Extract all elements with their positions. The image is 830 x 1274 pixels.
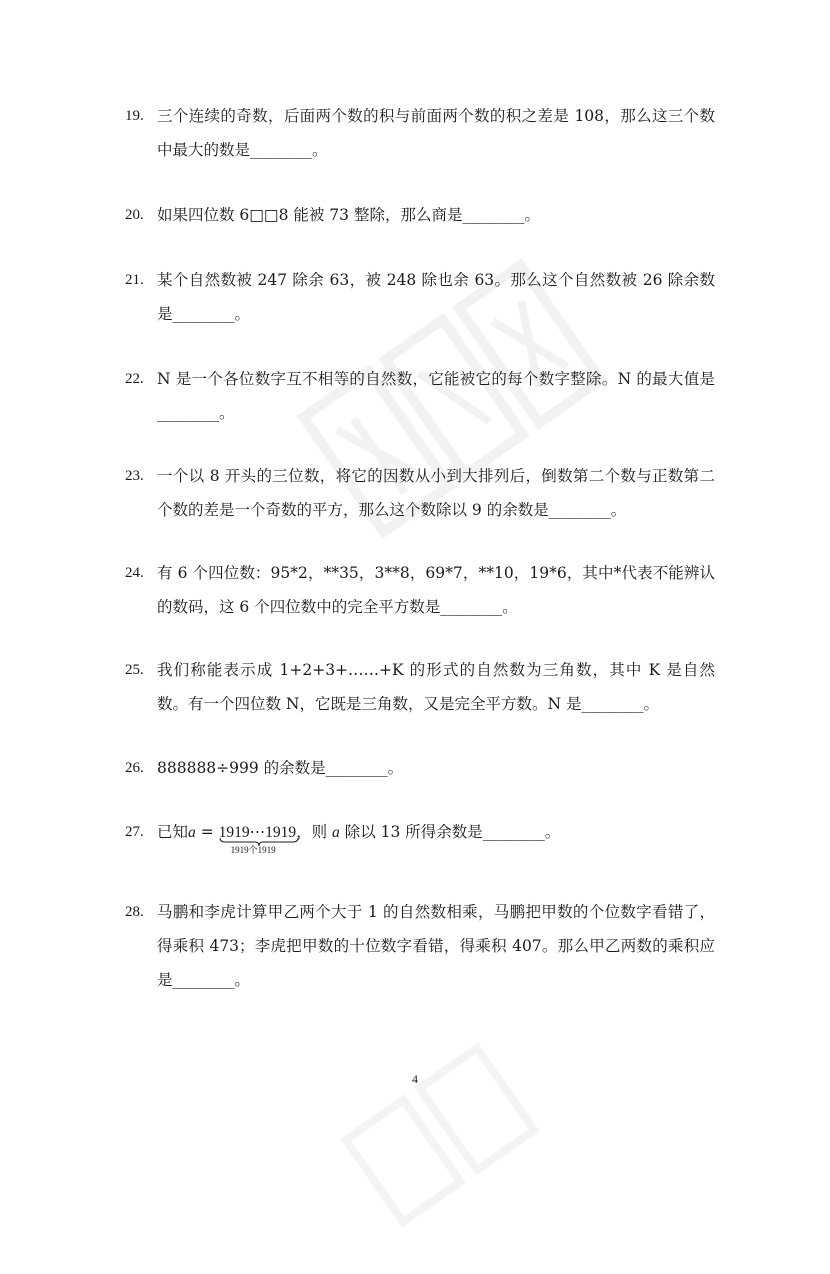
math-variable: a: [332, 824, 340, 841]
problem-19: [125, 99, 715, 167]
problem-number: 19.: [125, 108, 144, 124]
problem-text: 如果四位数 6□□8 能被 73 整除，那么商是________。: [157, 206, 540, 224]
problem-text: [157, 815, 715, 855]
problem-22: [125, 362, 715, 430]
underbrace-group: [218, 815, 297, 855]
problem-number: 25.: [125, 662, 144, 678]
problem-text: 某个自然数被 247 除余 63，被 248 除也余 63。那么这个自然数被 26 除余数是________。: [157, 271, 715, 323]
problem-text: 我们称能表示成 1+2+3+……+K 的形式的自然数为三角数，其中 K 是自然数。有一个四位数 N，它既是三角数，又是完全平方数。N 是________。: [157, 661, 715, 713]
problem-text: 有 6 个四位数：95*2，**35，3**8，69*7，**10，19*6，其中*代表不能辨认的数码，这 6 个四位数中的完全平方数是________。: [157, 564, 715, 616]
problem-26: [125, 751, 715, 785]
problem-number: 28.: [125, 904, 144, 920]
problem-text: 马鹏和李虎计算甲乙两个大于 1 的自然数相乘，马鹏把甲数的个位数字看错了，得乘积 473；李虎把甲数的十位数字看错，得乘积 407。那么甲乙两数的乘积应是________。: [157, 903, 715, 989]
problem-number: 26.: [125, 760, 144, 776]
problem-21: [125, 263, 715, 331]
problem-28: [125, 895, 715, 997]
problem-number: 20.: [125, 207, 144, 223]
problem-text: 三个连续的奇数，后面两个数的积与前面两个数的积之差是 108，那么这三个数中最大的数是________。: [157, 107, 715, 159]
math-variable: a: [188, 824, 196, 841]
problem-prefix: 已知: [157, 823, 189, 841]
page-number: 4: [412, 1072, 418, 1086]
problem-25: [125, 653, 715, 721]
problem-24: [125, 556, 715, 624]
problem-suffix: 除以 13 所得余数是________。: [339, 823, 561, 841]
problem-27: [125, 815, 715, 855]
problem-number: 22.: [125, 371, 144, 387]
underbrace-label: 1919个1919: [230, 845, 276, 855]
problem-text: 888888÷999 的余数是________。: [157, 759, 404, 777]
problem-suffix-pre: ，则: [296, 823, 333, 841]
repeated-number: 1919⋯1919: [218, 824, 297, 841]
problem-text: 一个以 8 开头的三位数，将它的因数从小到大排列后，倒数第二个数与正数第二个数的差是一个奇数的平方，那么这个数除以 9 的余数是________。: [157, 467, 715, 519]
watermark-logo-bottom: [301, 996, 580, 1274]
problem-number: 21.: [125, 272, 144, 288]
problem-20: [125, 198, 715, 232]
problem-number: 27.: [125, 824, 144, 840]
problem-number: 23.: [125, 468, 144, 484]
problem-text: N 是一个各位数字互不相等的自然数，它能被它的每个数字整除。N 的最大值是________。: [157, 370, 715, 422]
problem-23: [125, 459, 715, 527]
problem-number: 24.: [125, 565, 144, 581]
math-equals: =: [195, 823, 219, 841]
